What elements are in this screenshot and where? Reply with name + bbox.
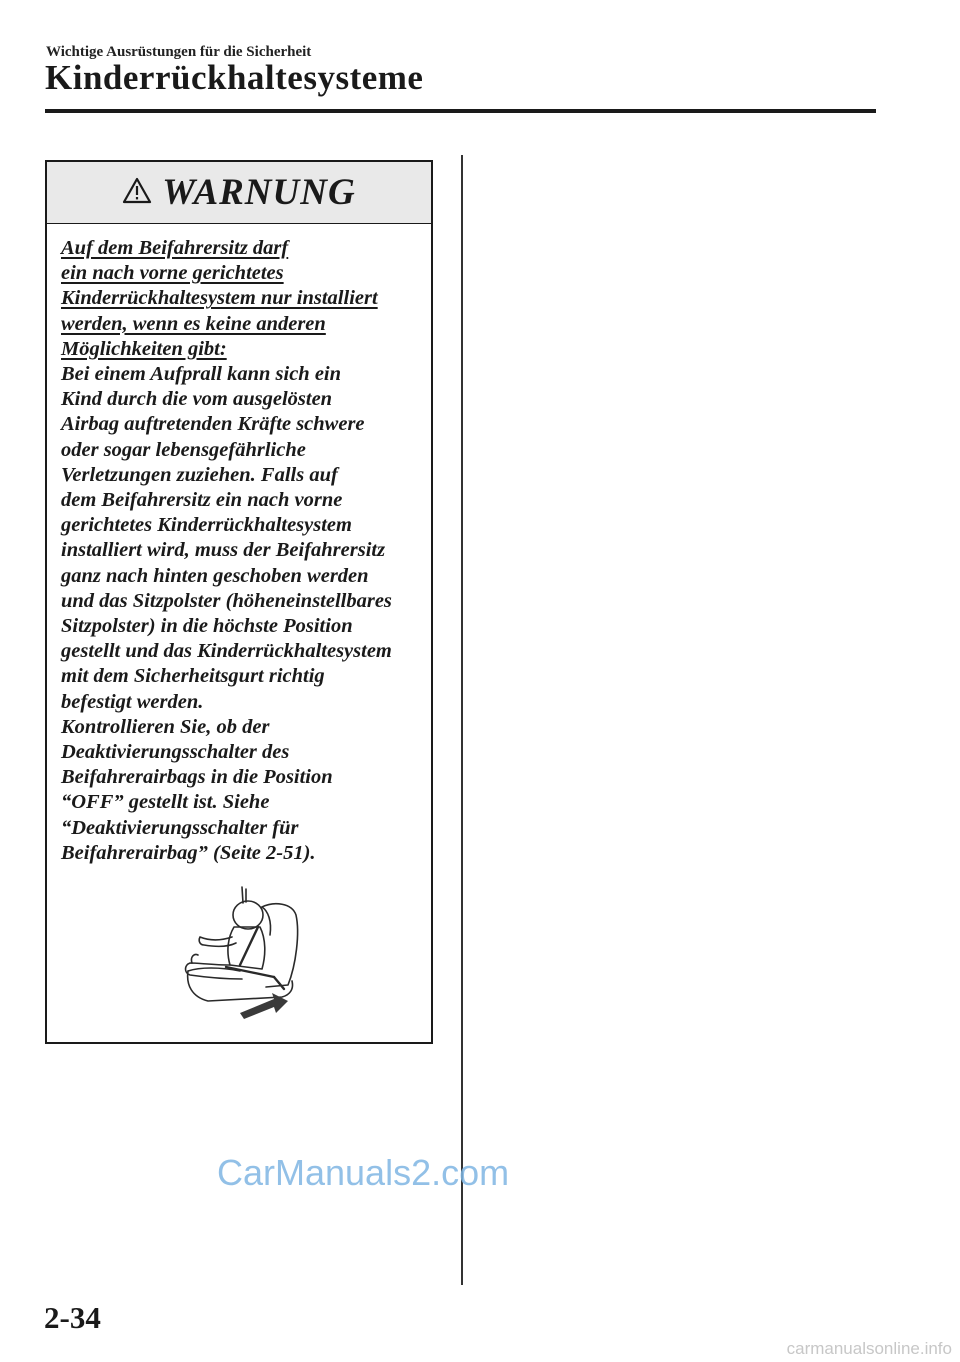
warning-text-line: oder sogar lebensgefährliche [61,438,306,461]
warning-lead-line: Möglichkeiten gibt: [61,337,227,360]
warning-lead-line: Kinderrückhaltesystem nur installiert [61,287,378,310]
warning-lead-line: werden, wenn es keine anderen [61,312,326,335]
child-seat-illustration [170,885,310,1025]
column-divider [461,155,463,1285]
warning-text-line: Kontrollieren Sie, ob der [61,715,270,738]
warning-triangle-icon [122,177,152,209]
warning-lead-line: ein nach vorne gerichtetes [61,262,284,285]
warning-title: WARNUNG [162,172,356,213]
warning-text-line: Airbag auftretenden Kräfte schwere [61,413,365,436]
warning-text-line: Bei einem Aufprall kann sich ein [61,363,342,386]
warning-text-line: Kind durch die vom ausgelösten [61,388,333,411]
warning-text-line: “OFF” gestellt ist. Siehe [61,791,270,814]
watermark: CarManuals2.com [217,1152,510,1193]
warning-text-line: Beifahrerairbags in die Position [61,766,333,789]
warning-text-line: ganz nach hinten geschoben werden [61,564,369,587]
warning-text-line: gestellt und das Kinderrückhaltesystem [61,640,392,663]
warning-text-line: gerichtetes Kinderrückhaltesystem [61,514,352,537]
page-title: Kinderrückhaltesysteme [45,58,424,97]
warning-text-line: und das Sitzpolster (höheneinstellbares [61,589,392,612]
warning-text-line: dem Beifahrersitz ein nach vorne [61,489,343,512]
warning-lead-line: Auf dem Beifahrersitz darf [61,237,289,259]
warning-text-line: Deaktivierungsschalter des [61,741,290,764]
section-label: Wichtige Ausrüstungen für die Sicherheit [46,44,312,60]
warning-text-line: mit dem Sicherheitsgurt richtig [61,665,325,688]
warning-text-line: “Deaktivierungsschalter für [61,816,299,839]
footer-link[interactable]: carmanualsonline.info [786,1339,952,1358]
warning-body [47,224,431,866]
title-rule [45,109,876,113]
warning-text-line: Sitzpolster) in die höchste Position [61,615,353,638]
warning-text-line: Beifahrerairbag” (Seite 2-51). [61,841,316,864]
warning-text-line: befestigt werden. [61,690,204,713]
warning-text-line: installiert wird, muss der Beifahrersitz [61,539,386,562]
page-number: 2-34 [44,1300,101,1335]
warning-text-line: Verletzungen zuziehen. Falls auf [61,463,338,486]
warning-header [47,162,431,224]
